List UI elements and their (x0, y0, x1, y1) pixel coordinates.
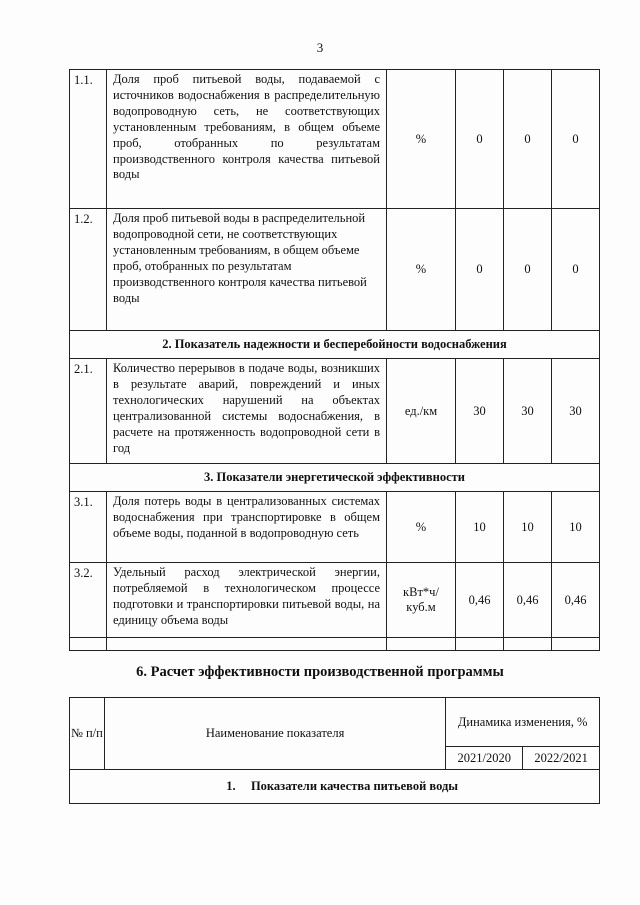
section-label: Показатели качества питьевой воды (250, 779, 459, 793)
column-header-dynamics: Динамика изменения, % (446, 698, 600, 747)
value-cell: 30 (552, 359, 600, 464)
value-cell: 0 (456, 209, 504, 331)
unit-cell: ед./км (387, 359, 456, 464)
value-cell: 0 (456, 70, 504, 209)
table-row (70, 209, 600, 331)
column-header-year: 2021/2020 (446, 747, 523, 770)
section-title: 3. Показатели энергетической эффективности (70, 464, 600, 492)
section-number: 1. (226, 779, 236, 793)
section-title (70, 770, 600, 804)
indicator-name: Доля проб питьевой воды в распределительной водопроводной сети, не соответствующих установленным требованиям, в общем объеме проб, отобранных по результатам производственного контроля качества питьевой воды (107, 209, 387, 331)
section-heading: 6. Расчет эффективности производственной программы (136, 664, 504, 680)
section-row (70, 331, 600, 359)
value-cell: 30 (504, 359, 552, 464)
value-cell: 0 (504, 70, 552, 209)
efficiency-table (69, 697, 600, 804)
value-cell: 30 (456, 359, 504, 464)
page-number: 3 (316, 40, 324, 55)
value-cell: 0 (552, 70, 600, 209)
row-number: 2.1. (70, 359, 107, 464)
table-row (70, 492, 600, 563)
value-cell: 0,46 (456, 563, 504, 638)
value-cell: 10 (504, 492, 552, 563)
indicator-name: Доля проб питьевой воды, подаваемой с источников водоснабжения в распределительную водопроводную сеть, не соответствующих установленным требованиям, в общем объеме проб, отобранных по результатам производственного контроля качества питьевой воды (107, 70, 387, 209)
row-number: 3.2. (70, 563, 107, 638)
unit-cell: % (387, 70, 456, 209)
table-row-tail (70, 638, 600, 651)
table-row (70, 563, 600, 638)
table-row (70, 359, 600, 464)
unit-cell: % (387, 492, 456, 563)
unit-cell: % (387, 209, 456, 331)
column-header-year: 2022/2021 (523, 747, 600, 770)
indicator-name: Удельный расход электрической энергии, потребляемой в технологическом процессе подготовки и транспортировки питьевой воды, на единицу объема воды (107, 563, 387, 638)
value-cell: 10 (456, 492, 504, 563)
section-row (70, 464, 600, 492)
indicator-name: Количество перерывов в подаче воды, возникших в результате аварий, повреждений и иных технологических нарушений на объектах централизованной системы водоснабжения, в расчете на протяженность водопроводной сети в год (107, 359, 387, 464)
row-number: 3.1. (70, 492, 107, 563)
column-header-name: Наименование показателя (104, 698, 446, 770)
section-row (70, 770, 600, 804)
unit-cell: кВт*ч/ куб.м (387, 563, 456, 638)
value-cell: 10 (552, 492, 600, 563)
value-cell: 0 (552, 209, 600, 331)
table-row (70, 70, 600, 209)
value-cell: 0,46 (552, 563, 600, 638)
indicators-table (69, 69, 600, 651)
column-header-number: № п/п (70, 698, 105, 770)
indicator-name: Доля потерь воды в централизованных системах водоснабжения при транспортировке в общем объеме воды, поданной в водопроводную сеть (107, 492, 387, 563)
row-number: 1.1. (70, 70, 107, 209)
row-number: 1.2. (70, 209, 107, 331)
header-row (70, 698, 600, 747)
section-title: 2. Показатель надежности и бесперебойности водоснабжения (70, 331, 600, 359)
value-cell: 0 (504, 209, 552, 331)
value-cell: 0,46 (504, 563, 552, 638)
